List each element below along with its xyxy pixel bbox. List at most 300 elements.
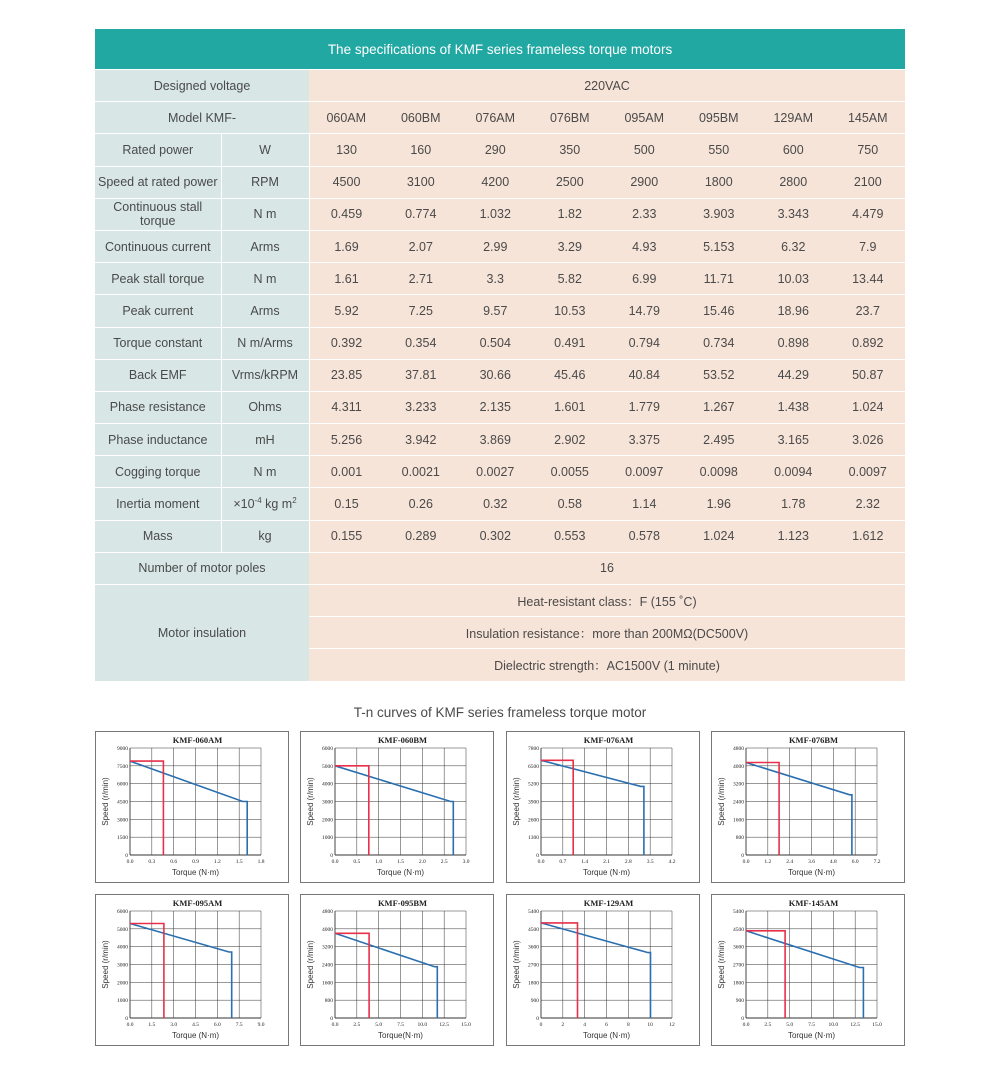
spec-label: Continuous stall torque (95, 198, 221, 230)
tn-chart (711, 894, 905, 1046)
chart-x-tick: 15.0 (872, 1022, 882, 1028)
spec-value: 9.57 (458, 295, 533, 327)
spec-row (95, 263, 905, 295)
chart-y-tick: 2000 (117, 980, 128, 987)
chart-x-tick: 7.2 (873, 859, 881, 865)
spec-unit: RPM (221, 166, 309, 198)
spec-unit: W (221, 134, 309, 166)
chart-y-tick: 5200 (528, 781, 539, 788)
chart-title: KMF-145AM (788, 898, 839, 908)
tn-chart (95, 894, 289, 1046)
chart-y-tick: 3900 (528, 799, 539, 806)
spec-value: 13.44 (831, 263, 906, 295)
tn-chart (300, 894, 494, 1046)
chart-y-tick: 4500 (117, 799, 128, 806)
spec-value: 10.53 (533, 295, 608, 327)
spec-value: 6.32 (756, 230, 831, 262)
spec-value: 3.343 (756, 198, 831, 230)
chart-x-tick: 2.8 (624, 859, 632, 865)
spec-value: 290 (458, 134, 533, 166)
chart-y-label: Speed (r/min) (101, 940, 110, 989)
chart-y-label: Speed (r/min) (512, 777, 521, 826)
poles-value: 16 (309, 552, 905, 584)
chart-x-tick: 1.4 (581, 859, 589, 865)
spec-unit: Arms (221, 230, 309, 262)
spec-label: Rated power (95, 134, 221, 166)
chart-x-tick: 4.2 (668, 859, 676, 865)
chart-x-tick: 0.0 (537, 859, 545, 865)
spec-value: 50.87 (831, 359, 906, 391)
spec-value: 5.153 (682, 230, 757, 262)
chart-title: KMF-060AM (172, 735, 223, 745)
spec-value: 1.438 (756, 391, 831, 423)
chart-x-tick: 2.5 (440, 859, 448, 865)
chart-x-tick: 1.5 (235, 859, 243, 865)
spec-value: 3.3 (458, 263, 533, 295)
chart-x-tick: 2.1 (603, 859, 610, 865)
spec-value: 550 (682, 134, 757, 166)
spec-value: 1.82 (533, 198, 608, 230)
spec-value: 53.52 (682, 359, 757, 391)
mass-value: 0.155 (309, 520, 384, 552)
chart-y-tick: 4000 (322, 926, 333, 933)
chart-y-tick: 0 (741, 853, 744, 859)
chart-y-tick: 0 (536, 1016, 539, 1022)
spec-value: 500 (607, 134, 682, 166)
inertia-value: 1.14 (607, 488, 682, 520)
chart-y-tick: 900 (530, 998, 539, 1005)
chart-y-label: Speed (r/min) (717, 940, 726, 989)
chart-x-tick: 2 (561, 1022, 565, 1028)
spec-row (95, 359, 905, 391)
tn-chart (506, 731, 700, 883)
spec-value: 2.495 (682, 424, 757, 456)
chart-y-tick: 3600 (528, 944, 539, 951)
chart-y-tick: 4000 (117, 944, 128, 951)
chart-y-tick: 6000 (117, 909, 128, 915)
spec-value: 3.026 (831, 424, 906, 456)
spec-value: 3100 (384, 166, 459, 198)
chart-y-tick: 4500 (733, 926, 744, 933)
spec-value: 2.902 (533, 424, 608, 456)
spec-value: 0.0097 (831, 456, 906, 488)
spec-value: 4200 (458, 166, 533, 198)
spec-row (95, 456, 905, 488)
chart-y-tick: 0 (741, 1016, 744, 1022)
insulation-line: Heat-resistant class：F (155 ˚C) (309, 585, 905, 617)
spec-value: 3.942 (384, 424, 459, 456)
insulation-line: Insulation resistance：more than 200MΩ(DC500V) (309, 617, 905, 649)
spec-value: 4.311 (309, 391, 384, 423)
chart-x-tick: 2.5 (764, 1022, 772, 1028)
spec-value: 1.61 (309, 263, 384, 295)
model-value: 095BM (682, 102, 757, 134)
spec-value: 30.66 (458, 359, 533, 391)
spec-value: 3.29 (533, 230, 608, 262)
chart-x-tick: 0.0 (742, 859, 750, 865)
inertia-value: 0.26 (384, 488, 459, 520)
spec-table-title: The specifications of KMF series frameless torque motors (95, 29, 905, 70)
chart-y-tick: 5400 (528, 909, 539, 915)
spec-value: 0.354 (384, 327, 459, 359)
spec-value: 7.25 (384, 295, 459, 327)
spec-value: 1.601 (533, 391, 608, 423)
chart-x-tick: 12.5 (850, 1022, 860, 1028)
chart-title: KMF-095AM (172, 898, 223, 908)
chart-x-tick: 0.0 (742, 1022, 750, 1028)
spec-value: 1.779 (607, 391, 682, 423)
mass-value: 0.553 (533, 520, 608, 552)
chart-y-tick: 1600 (322, 980, 333, 987)
voltage-value: 220VAC (309, 70, 905, 102)
spec-value: 2500 (533, 166, 608, 198)
spec-row (95, 295, 905, 327)
spec-value: 7.9 (831, 230, 906, 262)
chart-x-label: Torque (N·m) (171, 1031, 220, 1040)
model-value: 145AM (831, 102, 906, 134)
spec-row (95, 166, 905, 198)
spec-value: 600 (756, 134, 831, 166)
chart-y-label: Speed (r/min) (101, 777, 110, 826)
chart-x-tick: 3.5 (646, 859, 654, 865)
spec-label: Back EMF (95, 359, 221, 391)
inertia-unit-prefix: ×10 (233, 497, 255, 512)
chart-x-tick: 0.0 (126, 859, 134, 865)
chart-y-label: Speed (r/min) (306, 777, 315, 826)
model-value: 060AM (309, 102, 384, 134)
chart-y-tick: 6000 (322, 746, 333, 752)
chart-y-tick: 7500 (117, 763, 128, 770)
chart-y-tick: 1300 (528, 835, 539, 842)
spec-value: 5.82 (533, 263, 608, 295)
chart-y-tick: 6500 (528, 763, 539, 770)
spec-value: 23.85 (309, 359, 384, 391)
spec-label: Peak current (95, 295, 221, 327)
spec-unit: Arms (221, 295, 309, 327)
model-value: 076AM (458, 102, 533, 134)
inertia-value: 0.15 (309, 488, 384, 520)
chart-x-tick: 7.5 (235, 1022, 243, 1028)
spec-value: 3.903 (682, 198, 757, 230)
spec-value: 0.491 (533, 327, 608, 359)
chart-y-tick: 1500 (117, 835, 128, 842)
inertia-unit-mid: kg m (261, 497, 293, 512)
poles-label: Number of motor poles (95, 552, 309, 584)
spec-value: 5.92 (309, 295, 384, 327)
spec-value: 10.03 (756, 263, 831, 295)
chart-x-tick: 1.2 (764, 859, 772, 865)
chart-x-tick: 3.6 (808, 859, 815, 865)
inertia-unit (221, 488, 309, 520)
spec-unit: Ohms (221, 391, 309, 423)
chart-x-label: Torque (N·m) (582, 868, 631, 877)
chart-x-tick: 7.5 (397, 1022, 404, 1028)
spec-value: 0.898 (756, 327, 831, 359)
model-value: 095AM (607, 102, 682, 134)
spec-unit: N m (221, 263, 309, 295)
chart-x-tick: 0 (539, 1022, 543, 1028)
inertia-label: Inertia moment (95, 488, 221, 520)
chart-y-tick: 3600 (733, 944, 744, 951)
inertia-unit-exp: -4 (254, 495, 262, 505)
chart-title: KMF-095BM (377, 898, 428, 908)
chart-x-tick: 6.0 (851, 859, 859, 865)
spec-value: 2.07 (384, 230, 459, 262)
spec-label: Phase inductance (95, 424, 221, 456)
spec-value: 2100 (831, 166, 906, 198)
chart-y-label: Speed (r/min) (717, 777, 726, 826)
model-value: 060BM (384, 102, 459, 134)
chart-y-tick: 4500 (528, 926, 539, 933)
chart-x-tick: 10.0 (828, 1022, 839, 1028)
chart-y-tick: 4800 (733, 746, 744, 752)
insulation-line: Dielectric strength：AC1500V (1 minute) (309, 649, 905, 681)
chart-x-tick: 0.6 (170, 859, 178, 865)
spec-row (95, 230, 905, 262)
spec-value: 0.0094 (756, 456, 831, 488)
chart-y-tick: 800 (324, 998, 333, 1005)
tn-chart (711, 731, 905, 883)
chart-x-tick: 10 (647, 1022, 653, 1028)
chart-y-tick: 800 (735, 835, 744, 842)
chart-y-tick: 3000 (117, 817, 128, 824)
chart-y-tick: 0 (330, 853, 333, 859)
chart-y-tick: 5000 (322, 763, 333, 770)
chart-y-tick: 3000 (117, 962, 128, 969)
tn-chart (95, 731, 289, 883)
spec-label: Speed at rated power (95, 166, 221, 198)
spec-value: 1800 (682, 166, 757, 198)
spec-value: 0.0098 (682, 456, 757, 488)
mass-unit: kg (221, 520, 309, 552)
chart-y-tick: 2400 (322, 962, 333, 969)
spec-unit: N m/Arms (221, 327, 309, 359)
spec-row (95, 424, 905, 456)
chart-y-tick: 3200 (322, 944, 333, 951)
chart-y-tick: 3000 (322, 799, 333, 806)
chart-y-tick: 4000 (322, 781, 333, 788)
chart-y-tick: 3200 (733, 781, 744, 788)
tn-chart (300, 731, 494, 883)
chart-y-tick: 1800 (528, 980, 539, 987)
spec-row (95, 134, 905, 166)
spec-row (95, 198, 905, 230)
spec-value: 0.734 (682, 327, 757, 359)
spec-value: 1.267 (682, 391, 757, 423)
spec-value: 350 (533, 134, 608, 166)
chart-x-tick: 6 (605, 1022, 608, 1028)
chart-x-tick: 1.2 (213, 859, 221, 865)
inertia-unit-exp2: 2 (292, 495, 297, 505)
tn-chart (506, 894, 700, 1046)
chart-y-tick: 0 (330, 1016, 333, 1022)
spec-value: 0.0055 (533, 456, 608, 488)
chart-x-tick: 7.5 (808, 1022, 815, 1028)
spec-value: 0.0021 (384, 456, 459, 488)
chart-x-tick: 4.8 (829, 859, 837, 865)
spec-value: 6.99 (607, 263, 682, 295)
chart-y-tick: 1600 (733, 817, 744, 824)
chart-y-tick: 9000 (117, 746, 128, 752)
chart-x-tick: 6.0 (213, 1022, 221, 1028)
spec-value: 1.024 (831, 391, 906, 423)
chart-x-label: Torque (N·m) (787, 1031, 836, 1040)
spec-value: 3.165 (756, 424, 831, 456)
chart-x-tick: 10.0 (417, 1022, 428, 1028)
chart-y-tick: 1000 (322, 835, 333, 842)
inertia-value: 0.32 (458, 488, 533, 520)
model-label: Model KMF- (95, 102, 309, 134)
spec-value: 23.7 (831, 295, 906, 327)
model-value: 076BM (533, 102, 608, 134)
chart-y-tick: 5400 (733, 909, 744, 915)
spec-value: 750 (831, 134, 906, 166)
spec-value: 37.81 (384, 359, 459, 391)
chart-x-tick: 4.5 (192, 1022, 199, 1028)
chart-x-tick: 12.5 (439, 1022, 449, 1028)
spec-value: 0.774 (384, 198, 459, 230)
mass-value: 1.123 (756, 520, 831, 552)
mass-value: 0.578 (607, 520, 682, 552)
insulation-label: Motor insulation (95, 585, 309, 681)
chart-x-tick: 1.8 (257, 859, 265, 865)
chart-y-tick: 5000 (117, 926, 128, 933)
spec-value: 40.84 (607, 359, 682, 391)
chart-y-label: Speed (r/min) (512, 940, 521, 989)
spec-value: 0.0027 (458, 456, 533, 488)
spec-value: 0.504 (458, 327, 533, 359)
spec-unit: N m (221, 456, 309, 488)
chart-x-tick: 2.5 (353, 1022, 361, 1028)
spec-value: 2.71 (384, 263, 459, 295)
chart-y-tick: 0 (125, 1016, 128, 1022)
chart-x-tick: 1.5 (397, 859, 404, 865)
inertia-value: 1.78 (756, 488, 831, 520)
chart-title: KMF-076BM (788, 735, 839, 745)
chart-x-tick: 9.0 (257, 1022, 265, 1028)
spec-value: 2900 (607, 166, 682, 198)
spec-row (95, 327, 905, 359)
chart-y-tick: 2700 (528, 962, 539, 969)
chart-x-tick: 4 (583, 1022, 587, 1028)
spec-value: 4.479 (831, 198, 906, 230)
spec-value: 160 (384, 134, 459, 166)
chart-x-tick: 2.4 (786, 859, 794, 865)
chart-x-tick: 5.0 (786, 1022, 794, 1028)
spec-value: 0.392 (309, 327, 384, 359)
chart-title: KMF-129AM (583, 898, 634, 908)
chart-y-tick: 4800 (322, 909, 333, 915)
mass-value: 0.302 (458, 520, 533, 552)
chart-x-tick: 15.0 (461, 1022, 471, 1028)
chart-x-tick: 0.9 (192, 859, 199, 865)
chart-x-label: Torque (N·m) (376, 868, 425, 877)
spec-value: 2.99 (458, 230, 533, 262)
spec-value: 5.256 (309, 424, 384, 456)
chart-x-tick: 3.0 (170, 1022, 178, 1028)
chart-y-label: Speed (r/min) (306, 940, 315, 989)
mass-value: 0.289 (384, 520, 459, 552)
chart-x-tick: 0.0 (126, 1022, 134, 1028)
chart-y-tick: 2000 (322, 817, 333, 824)
spec-unit: N m (221, 198, 309, 230)
chart-x-tick: 2.0 (418, 859, 426, 865)
spec-value: 11.71 (682, 263, 757, 295)
chart-x-tick: 0.7 (559, 859, 567, 865)
spec-value: 14.79 (607, 295, 682, 327)
spec-value: 1.69 (309, 230, 384, 262)
model-value: 129AM (756, 102, 831, 134)
mass-value: 1.612 (831, 520, 906, 552)
chart-x-tick: 12 (669, 1022, 675, 1028)
chart-y-tick: 2400 (733, 799, 744, 806)
inertia-value: 2.32 (831, 488, 906, 520)
spec-value: 0.0097 (607, 456, 682, 488)
spec-row (95, 391, 905, 423)
spec-value: 4.93 (607, 230, 682, 262)
spec-value: 1.032 (458, 198, 533, 230)
spec-unit: Vrms/kRPM (221, 359, 309, 391)
chart-x-label: Torque(N·m) (378, 1031, 423, 1040)
spec-value: 3.869 (458, 424, 533, 456)
voltage-label: Designed voltage (95, 70, 309, 102)
chart-y-tick: 1800 (733, 980, 744, 987)
spec-value: 0.001 (309, 456, 384, 488)
chart-x-tick: 5.0 (375, 1022, 383, 1028)
chart-y-tick: 2600 (528, 817, 539, 824)
mass-value: 1.024 (682, 520, 757, 552)
chart-x-label: Torque (N·m) (787, 868, 836, 877)
spec-value: 0.892 (831, 327, 906, 359)
chart-title: KMF-076AM (583, 735, 634, 745)
curves-title: T-n curves of KMF series frameless torque motor (353, 705, 647, 720)
spec-value: 18.96 (756, 295, 831, 327)
inertia-value: 0.58 (533, 488, 608, 520)
chart-x-label: Torque (N·m) (171, 868, 220, 877)
spec-value: 2.33 (607, 198, 682, 230)
chart-y-tick: 7800 (528, 746, 539, 752)
spec-value: 0.794 (607, 327, 682, 359)
spec-value: 2.135 (458, 391, 533, 423)
spec-unit: mH (221, 424, 309, 456)
chart-y-tick: 4000 (733, 763, 744, 770)
spec-label: Peak stall torque (95, 263, 221, 295)
spec-label: Phase resistance (95, 391, 221, 423)
spec-value: 44.29 (756, 359, 831, 391)
chart-x-tick: 8 (626, 1022, 630, 1028)
chart-x-label: Torque (N·m) (582, 1031, 631, 1040)
chart-y-tick: 2700 (733, 962, 744, 969)
inertia-value: 1.96 (682, 488, 757, 520)
chart-title: KMF-060BM (377, 735, 428, 745)
spec-label: Torque constant (95, 327, 221, 359)
spec-value: 15.46 (682, 295, 757, 327)
chart-y-tick: 1000 (117, 998, 128, 1005)
spec-value: 4500 (309, 166, 384, 198)
mass-label: Mass (95, 520, 221, 552)
spec-value: 0.459 (309, 198, 384, 230)
spec-value: 2800 (756, 166, 831, 198)
chart-y-tick: 6000 (117, 781, 128, 788)
chart-x-tick: 0.0 (331, 859, 339, 865)
spec-value: 45.46 (533, 359, 608, 391)
chart-x-tick: 0.5 (353, 859, 361, 865)
spec-value: 130 (309, 134, 384, 166)
chart-x-tick: 3.0 (462, 859, 470, 865)
chart-x-tick: 0.0 (331, 1022, 339, 1028)
chart-y-tick: 900 (735, 998, 744, 1005)
chart-y-tick: 0 (125, 853, 128, 859)
